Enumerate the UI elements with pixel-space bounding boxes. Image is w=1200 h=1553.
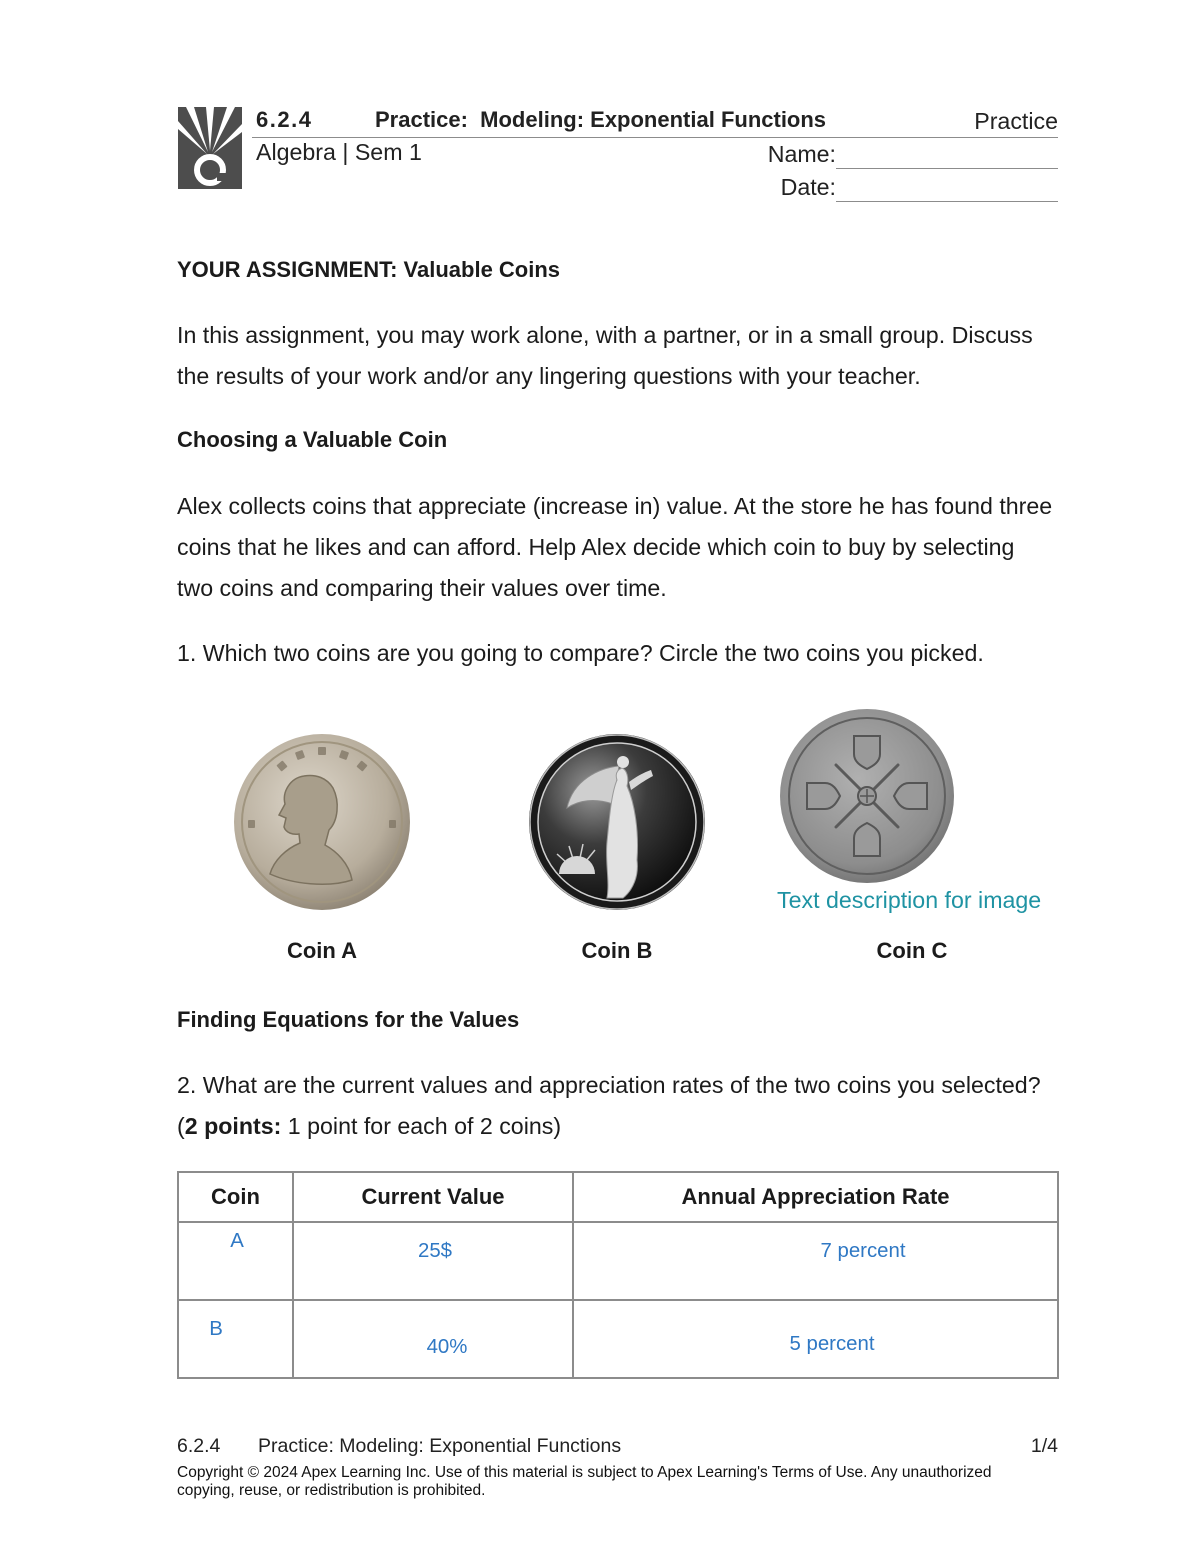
header-activity-type: Practice [974, 108, 1058, 134]
copyright-line: Copyright © 2024 Apex Learning Inc. Use of this material is subject to Apex Learning's Terms of Use. Any unauthorized [177, 1464, 992, 1481]
question-1: 1. Which two coins are you going to compare? Circle the two coins you picked. [177, 640, 984, 666]
footer-title: Practice: Modeling: Exponential Functions [258, 1435, 622, 1457]
finding-heading: Finding Equations for the Values [177, 1007, 520, 1032]
answer-cell-rate[interactable] [574, 1223, 1057, 1301]
name-label: Name: [767, 141, 836, 167]
table-header-cell [294, 1173, 574, 1223]
answer-current-value[interactable]: 25$ [417, 1240, 453, 1262]
answer-current-value[interactable]: 40% [426, 1336, 468, 1358]
answer-rate[interactable]: 5 percent [789, 1333, 875, 1355]
intro-line: the results of your work and/or any lingering questions with your teacher. [177, 363, 921, 389]
answer-cell-current-value[interactable] [294, 1301, 574, 1377]
answer-cell-coin[interactable] [179, 1223, 294, 1301]
choosing-heading: Choosing a Valuable Coin [177, 427, 448, 452]
coin-b-label: Coin B [581, 938, 653, 963]
name-field[interactable] [836, 141, 1058, 169]
table-header-cell [574, 1173, 1057, 1223]
footer-lesson-number: 6.2.4 [177, 1435, 221, 1457]
table-header-coin: Coin [211, 1184, 260, 1209]
choosing-line: Alex collects coins that appreciate (increase in) value. At the store he has found three [177, 493, 1053, 519]
points-bold: 2 points: [184, 1113, 282, 1139]
coin-c-image [778, 707, 956, 885]
question-2-points [177, 1112, 561, 1140]
date-label: Date: [780, 174, 836, 200]
assignment-heading: YOUR ASSIGNMENT: Valuable Coins [177, 257, 561, 282]
answer-coin[interactable]: B [209, 1318, 223, 1340]
question-2: 2. What are the current values and appreciation rates of the two coins you selected? [177, 1072, 1041, 1098]
coin-b-image [527, 732, 707, 912]
intro-line: In this assignment, you may work alone, with a partner, or in a small group. Discuss [177, 322, 1033, 348]
table-header-current-value: Current Value [361, 1184, 505, 1209]
footer-page-number: 1/4 [1030, 1435, 1058, 1457]
values-table [177, 1171, 1059, 1379]
header-title: Practice: Modeling: Exponential Functions [375, 107, 827, 132]
header-lesson-number: 6.2.4 [256, 107, 313, 132]
choosing-line: two coins and comparing their values over time. [177, 575, 667, 601]
course-label: Algebra | Sem 1 [256, 139, 422, 165]
choosing-line: coins that he likes and can afford. Help Alex decide which coin to buy by selecting [177, 534, 1015, 560]
text-description-link[interactable]: Text description for image [777, 887, 1042, 913]
answer-rate[interactable]: 7 percent [820, 1240, 906, 1262]
answer-cell-rate[interactable] [574, 1301, 1057, 1377]
answer-coin[interactable]: A [230, 1230, 244, 1252]
points-rest: 1 point for each of 2 coins) [281, 1113, 562, 1139]
points-open: ( [177, 1113, 185, 1139]
coin-c-label: Coin C [876, 938, 948, 963]
date-field[interactable] [836, 174, 1058, 202]
table-header-cell [179, 1173, 294, 1223]
apex-learning-logo [178, 107, 242, 189]
copyright-line: copying, reuse, or redistribution is prohibited. [177, 1482, 486, 1499]
answer-cell-coin[interactable] [179, 1301, 294, 1377]
table-header-appreciation-rate: Annual Appreciation Rate [681, 1184, 950, 1209]
coin-a-label: Coin A [286, 938, 358, 963]
answer-cell-current-value[interactable] [294, 1223, 574, 1301]
coin-a-image [232, 732, 412, 912]
